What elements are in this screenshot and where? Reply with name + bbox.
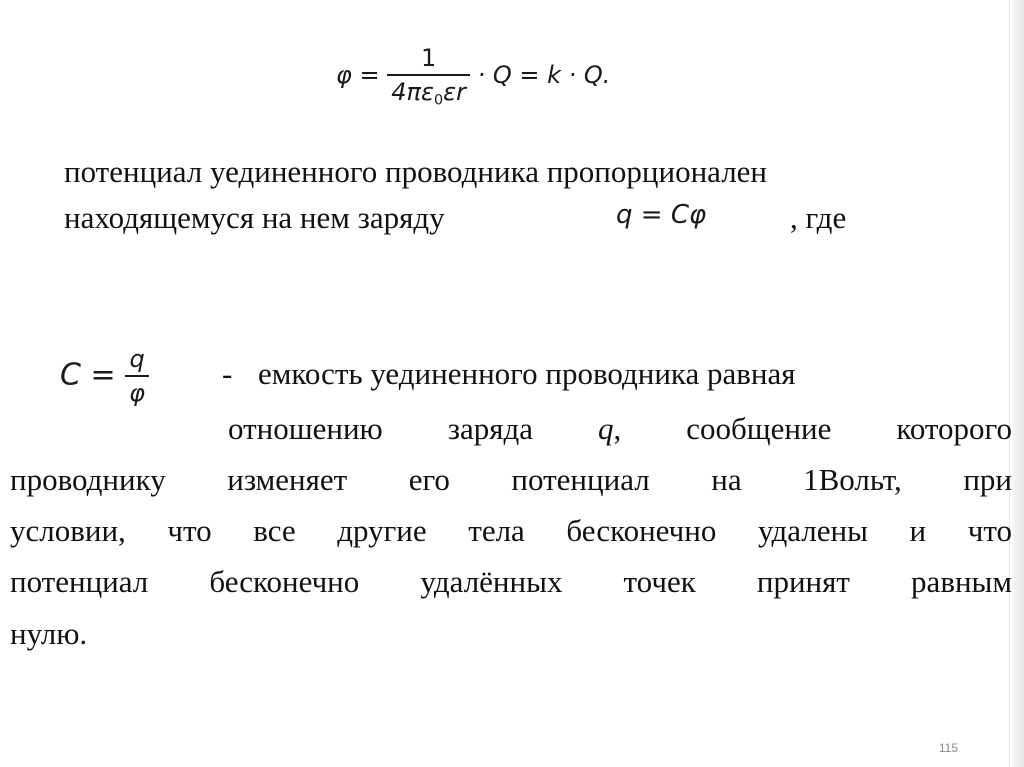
denominator-tail: εr [443, 77, 466, 106]
denominator-subscript: 0 [433, 91, 444, 108]
potential-formula-numerator: 1 [420, 44, 437, 72]
page-number: 115 [938, 741, 958, 755]
slide-edge-decoration [1010, 0, 1024, 767]
text-line-2: находящемуся на нем заряду [64, 200, 445, 235]
potential-formula-lhs: φ [336, 60, 352, 89]
paragraph-line-1 [228, 403, 1012, 454]
paragraph-line-1-end: , сообщение которого [613, 411, 1013, 446]
definition-dash: - [222, 356, 233, 391]
text-line-2-tail: , где [790, 200, 847, 235]
paragraph-line-1-start: отношению заряда [228, 411, 598, 446]
potential-formula-fraction [387, 44, 470, 108]
denominator-main: 4πε [391, 77, 434, 106]
capacitance-formula [60, 345, 149, 407]
potential-formula-denominator [387, 76, 470, 108]
paragraph-line-2: проводнику изменяет его потенциал на 1Вольт, при [10, 462, 1012, 497]
charge-formula: q = Cφ [616, 200, 707, 230]
text-line-1: потенциал уединенного проводника пропорционален [64, 154, 768, 189]
paragraph-variable-q: q [598, 411, 614, 446]
potential-formula-equals: = [359, 60, 380, 89]
capacitance-formula-numerator: q [129, 345, 145, 373]
text-line-3: емкость уединенного проводника равная [258, 356, 796, 391]
paragraph-line-4: потенциал бесконечно удалённых точек принят равным [10, 564, 1012, 599]
capacitance-formula-lhs: C = [60, 357, 116, 393]
paragraph-line-3: условии, что все другие тела бесконечно удалены и что [10, 513, 1012, 548]
potential-formula-tail: · Q = k · Q. [477, 60, 611, 89]
paragraph-line-5: нулю. [10, 616, 88, 651]
capacitance-formula-denominator: φ [129, 378, 146, 407]
potential-formula [336, 44, 610, 108]
capacitance-formula-fraction [125, 345, 149, 407]
